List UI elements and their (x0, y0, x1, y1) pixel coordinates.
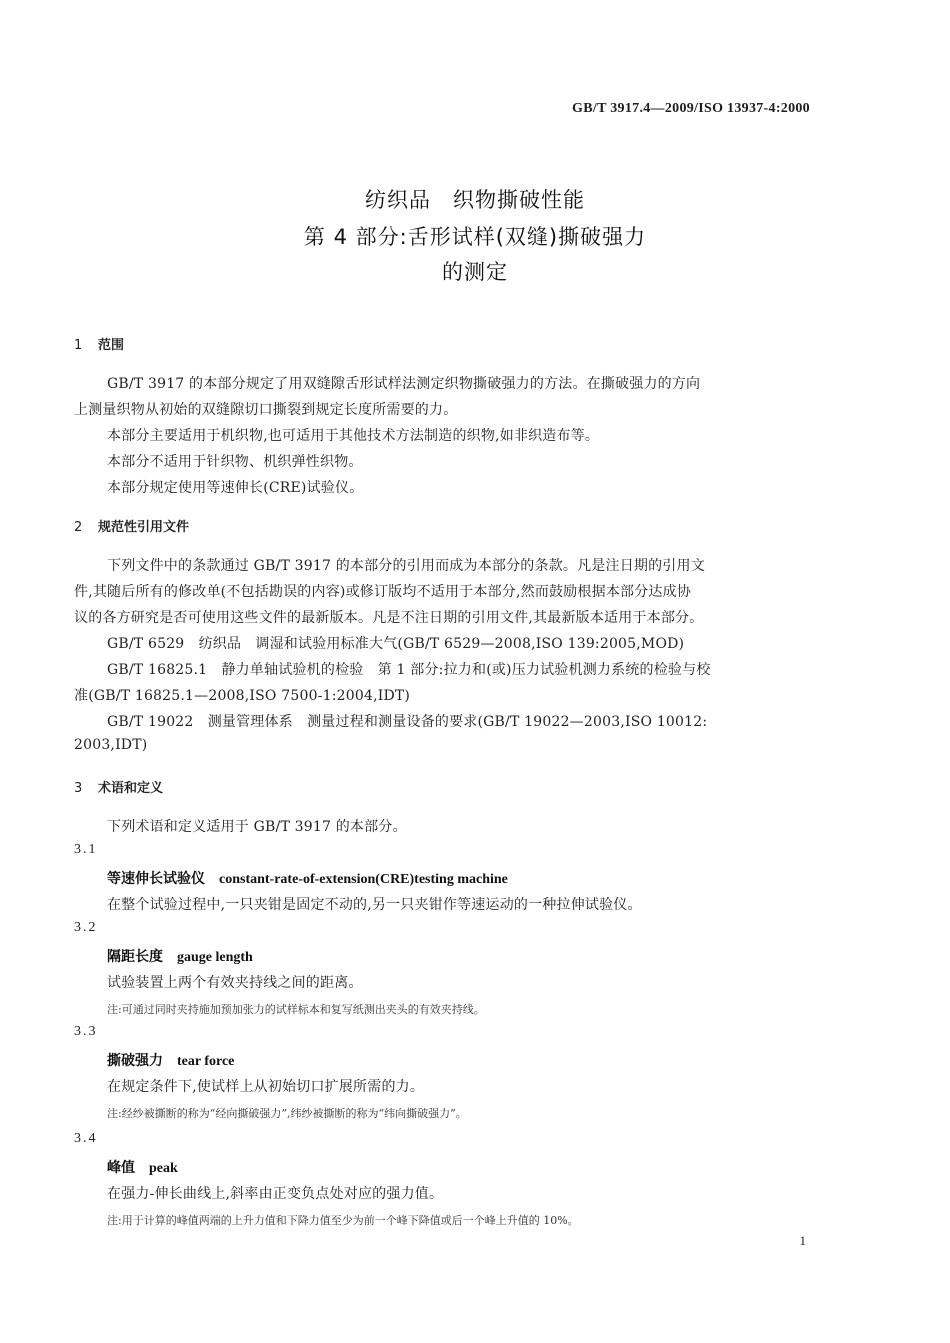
term-number: 3.2 (74, 920, 98, 935)
reference-line: GB/T 6529 纺织品 调湿和试验用标准大气(GB/T 6529—2008,ISO 139:2005,MOD) (107, 636, 685, 652)
section-title: 范围 (98, 338, 125, 353)
paragraph-line: 本部分规定使用等速伸长(CRE)试验仪。 (107, 480, 364, 496)
term-cn: 隔距长度 (107, 949, 163, 965)
title-line-3: 的测定 (442, 260, 508, 284)
section-number: 2 (74, 520, 83, 535)
paragraph-line: 下列文件中的条款通过 GB/T 3917 的本部分的引用而成为本部分的条款。凡是注日期的引用文 (107, 558, 705, 574)
term-en: tear force (177, 1054, 235, 1069)
section-1-heading (74, 334, 124, 353)
term-cn: 撕破强力 (107, 1053, 163, 1069)
section-title: 规范性引用文件 (98, 520, 190, 535)
paragraph-line: 上测量织物从初始的双缝隙切口撕裂到规定长度所需要的力。 (74, 402, 458, 418)
reference-line: 2003,IDT) (74, 737, 148, 753)
reference-line: 准(GB/T 16825.1—2008,ISO 7500-1:2004,IDT) (74, 688, 411, 704)
term-note: 注:可通过同时夹持施加预加张力的试样标本和复写纸测出夹头的有效夹持线。 (107, 1003, 485, 1016)
term-number: 3.4 (74, 1131, 98, 1146)
term-number: 3.1 (74, 842, 98, 857)
term-en: constant-rate-of-extension(CRE)testing machine (219, 872, 508, 887)
term-note: 注:用于计算的峰值两端的上升力值和下降力值至少为前一个峰下降值或后一个峰上升值的 10%。 (107, 1214, 579, 1227)
paragraph-line: 本部分不适用于针织物、机织弹性织物。 (107, 454, 363, 470)
section-intro: 下列术语和定义适用于 GB/T 3917 的本部分。 (107, 819, 407, 835)
term-en: peak (149, 1161, 178, 1176)
section-number: 3 (74, 781, 83, 796)
paragraph-line: 件,其随后所有的修改单(不包括勘误的内容)或修订版均不适用于本部分,然而鼓励根据本部分达成协 (74, 584, 692, 600)
section-3-heading (74, 777, 163, 796)
title-line-2: 第 4 部分:舌形试样(双缝)撕破强力 (303, 225, 647, 249)
paragraph-line: 本部分主要适用于机织物,也可适用于其他技术方法制造的织物,如非织造布等。 (107, 428, 600, 444)
term-definition: 在规定条件下,使试样上从初始切口扩展所需的力。 (107, 1079, 425, 1095)
section-title: 术语和定义 (98, 781, 164, 796)
paragraph-line: GB/T 3917 的本部分规定了用双缝隙舌形试样法测定织物撕破强力的方法。在撕破强力的方向 (107, 376, 701, 392)
reference-line: GB/T 19022 测量管理体系 测量过程和测量设备的要求(GB/T 19022—2003,ISO 10012: (107, 714, 708, 730)
term-note: 注:经纱被撕断的称为“经向撕破强力”,纬纱被撕断的称为“纬向撕破强力”。 (107, 1107, 467, 1120)
paragraph-line: 议的各方研究是否可使用这些文件的最新版本。凡是不注日期的引用文件,其最新版本适用于本部分。 (74, 610, 704, 626)
term-definition: 试验装置上两个有效夹持线之间的距离。 (107, 975, 363, 991)
term-title (107, 1050, 234, 1070)
term-number: 3.3 (74, 1024, 98, 1039)
term-en: gauge length (177, 950, 253, 965)
term-definition: 在强力-伸长曲线上,斜率由正变负点处对应的强力值。 (107, 1186, 444, 1202)
term-title (107, 868, 508, 888)
term-cn: 等速伸长试验仪 (107, 871, 205, 887)
term-cn: 峰值 (107, 1160, 135, 1176)
reference-line: GB/T 16825.1 静力单轴试验机的检验 第 1 部分:拉力和(或)压力试验机测力系统的检验与校 (107, 662, 711, 678)
term-definition: 在整个试验过程中,一只夹钳是固定不动的,另一只夹钳作等速运动的一种拉伸试验仪。 (107, 897, 642, 913)
term-title (107, 946, 253, 966)
standard-code: GB/T 3917.4—2009/ISO 13937-4:2000 (572, 101, 810, 116)
term-title (107, 1157, 178, 1177)
page-number: 1 (799, 1233, 806, 1248)
section-2-heading (74, 516, 189, 535)
section-number: 1 (74, 338, 83, 353)
title-line-1: 纺织品 织物撕破性能 (365, 188, 585, 212)
